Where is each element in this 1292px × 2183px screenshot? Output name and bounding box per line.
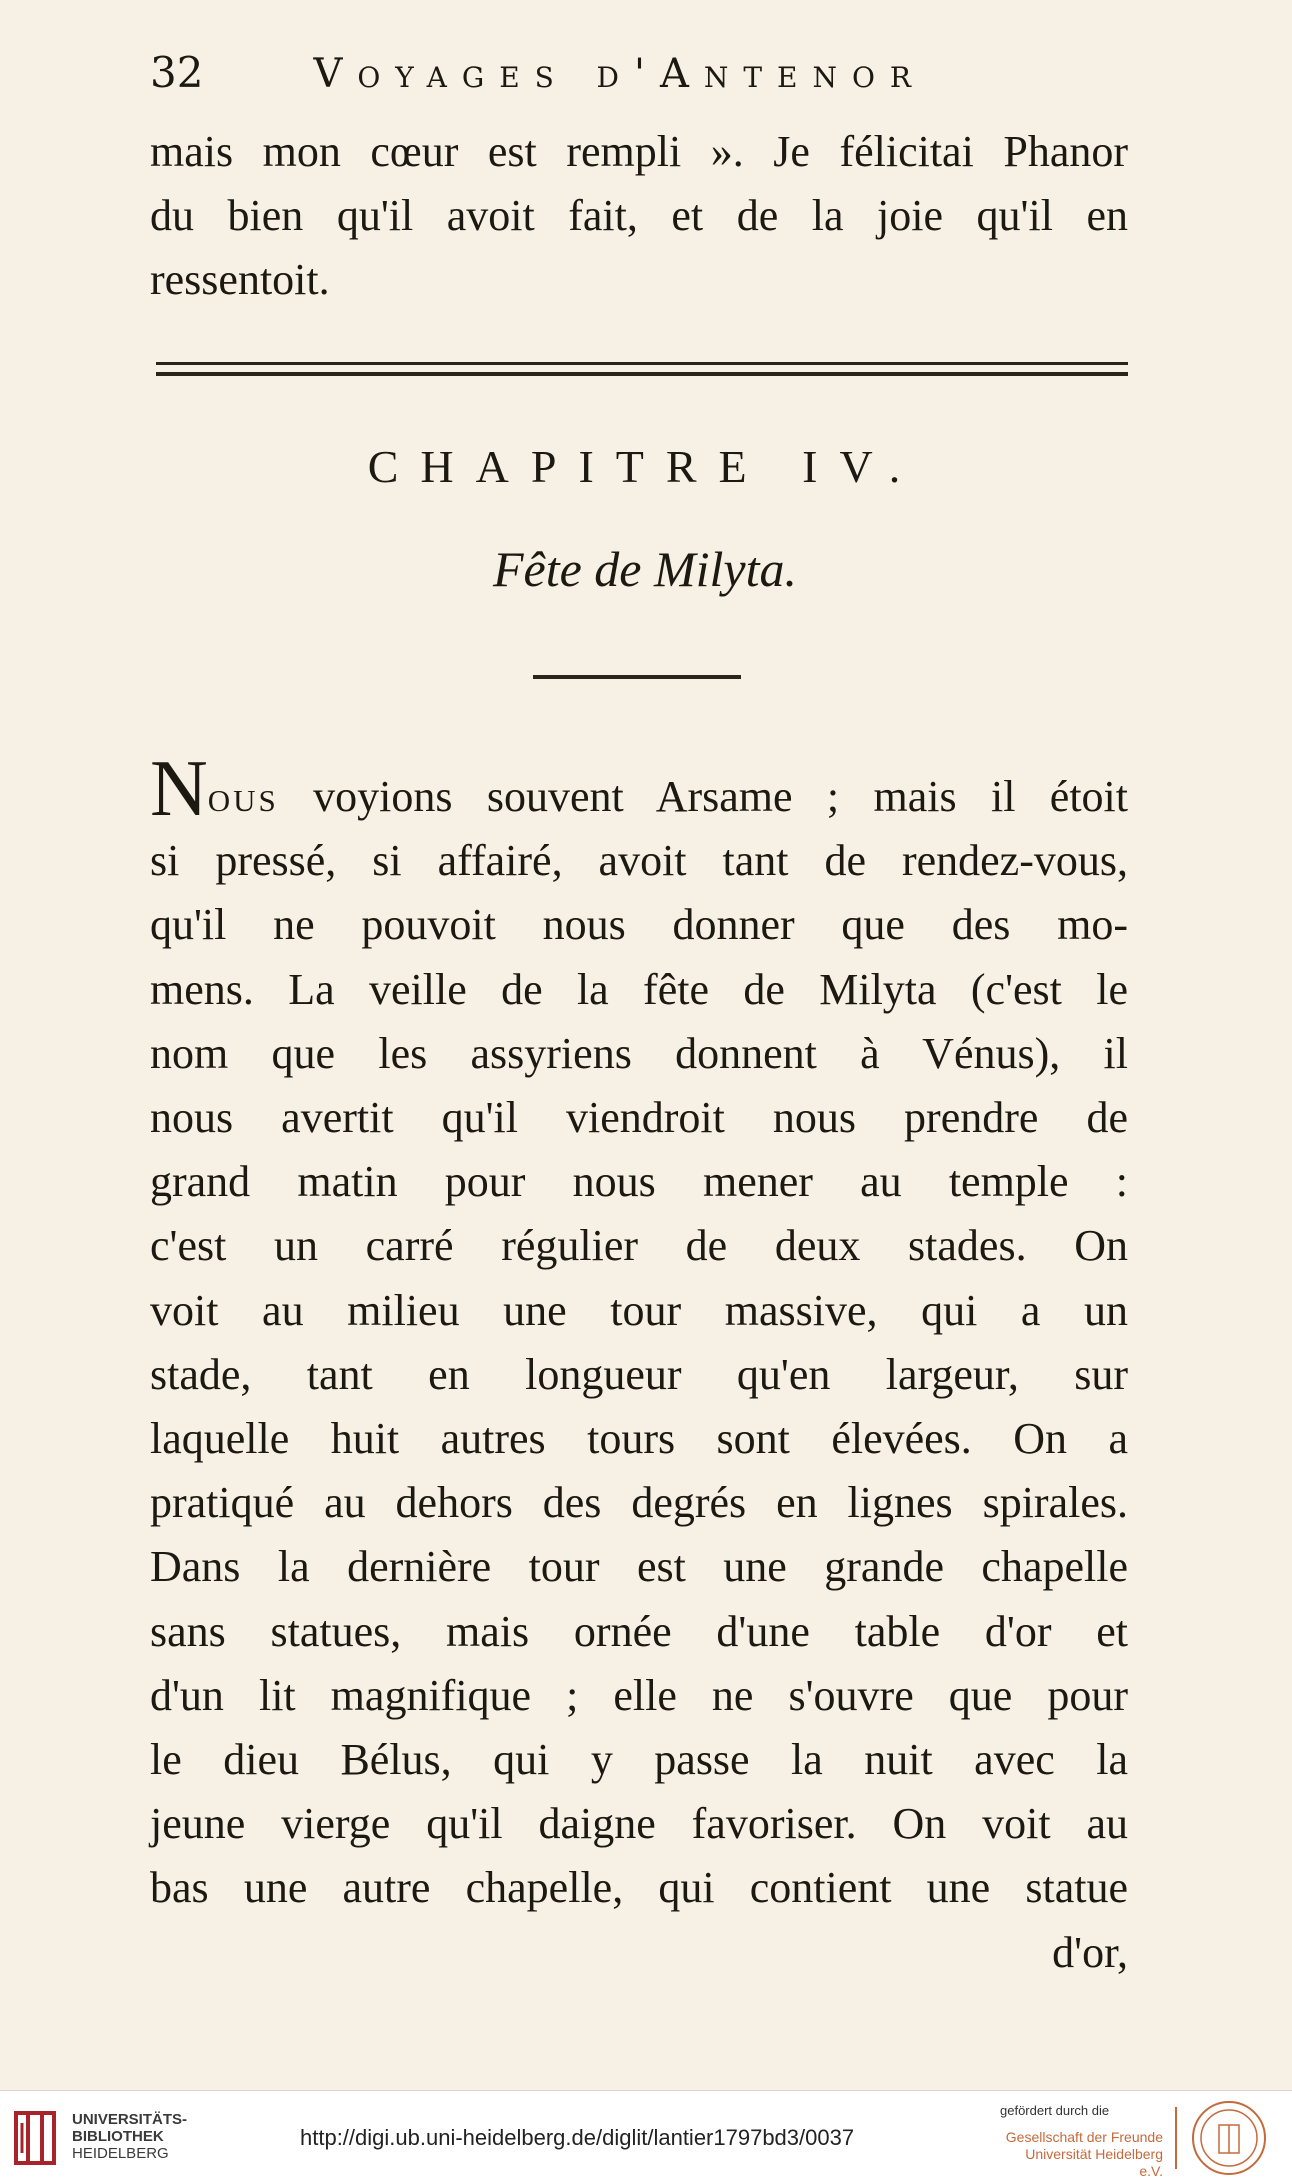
library-logo-icon[interactable] [14, 2109, 60, 2167]
first-word-rest: ous [207, 772, 279, 821]
library-name-line: HEIDELBERG [72, 2145, 169, 2162]
sponsor-name-line: Gesellschaft der Freunde [1005, 2129, 1163, 2145]
text-line: bas une autre chapelle, qui contient une statue [150, 1863, 1128, 1913]
page-header [150, 48, 1140, 108]
text-line: stade, tant en longueur qu'en largeur, sur [150, 1349, 1128, 1399]
library-name [72, 2111, 187, 2162]
text-line: Dans la dernière tour est une grande chapelle [150, 1542, 1128, 1592]
sponsor-name[interactable] [998, 2129, 1163, 2180]
drop-cap: N [150, 745, 208, 833]
footer-divider [1175, 2107, 1177, 2169]
text-line: ressentoit. [150, 255, 330, 305]
text-line: d'un lit magnifique ; elle ne s'ouvre que pour [150, 1670, 1128, 1720]
short-rule-divider [533, 675, 741, 679]
text-line-first [150, 745, 1128, 833]
text-line: sans statues, mais ornée d'une table d'or et [150, 1606, 1128, 1656]
text-line: laquelle huit autres tours sont élevées. On a [150, 1414, 1128, 1464]
text-line: nom que les assyriens donnent à Vénus), il [150, 1028, 1128, 1078]
text-line: si pressé, si affairé, avoit tant de rendez-vous, [150, 836, 1128, 886]
text-line: c'est un carré régulier de deux stades. On [150, 1221, 1128, 1271]
library-name-line: BIBLIOTHEK [72, 2128, 164, 2145]
text-line: jeune vierge qu'il daigne favoriser. On voit au [150, 1799, 1128, 1849]
text-line: le dieu Bélus, qui y passe la nuit avec la [150, 1735, 1128, 1785]
text-line: mais mon cœur est rempli ». Je félicitai Phanor [150, 127, 1128, 176]
digitization-footer [0, 2090, 1292, 2183]
first-line-rest: voyions souvent Arsame ; mais il étoit [278, 772, 1128, 821]
text-line: mens. La veille de la fête de Milyta (c'est le [150, 964, 1128, 1014]
text-line: pratiqué au dehors des degrés en lignes spirales. [150, 1478, 1128, 1528]
catchword: d'or, [1052, 1927, 1128, 1977]
sponsor-label: gefördert durch die [1000, 2103, 1110, 2118]
permalink-url[interactable]: http://digi.ub.uni-heidelberg.de/diglit/lantier1797bd3/0037 [300, 2125, 855, 2150]
text-line: du bien qu'il avoit fait, et de la joie qu'il en [150, 191, 1128, 241]
continuation-paragraph [150, 120, 1128, 313]
chapter-subtitle: Fête de Milyta. [492, 541, 798, 597]
text-line: grand matin pour nous mener au temple : [150, 1157, 1128, 1207]
text-line: nous avertit qu'il viendroit nous prendre de [150, 1093, 1128, 1143]
university-seal-icon [1190, 2099, 1268, 2177]
double-rule-divider [156, 362, 1128, 378]
chapter-body [150, 745, 1128, 1985]
text-line: voit au milieu une tour massive, qui a un [150, 1285, 1128, 1335]
running-head: Voyages d'Antenor [313, 51, 927, 97]
sponsor-name-line: Universität Heidelberg e.V. [1025, 2146, 1163, 2179]
library-name-line: UNIVERSITÄTS- [72, 2111, 188, 2128]
text-line: qu'il ne pouvoit nous donner que des mo- [150, 900, 1128, 950]
chapter-title: CHAPITRE IV. [367, 441, 923, 492]
page-number: 32 [150, 48, 204, 97]
